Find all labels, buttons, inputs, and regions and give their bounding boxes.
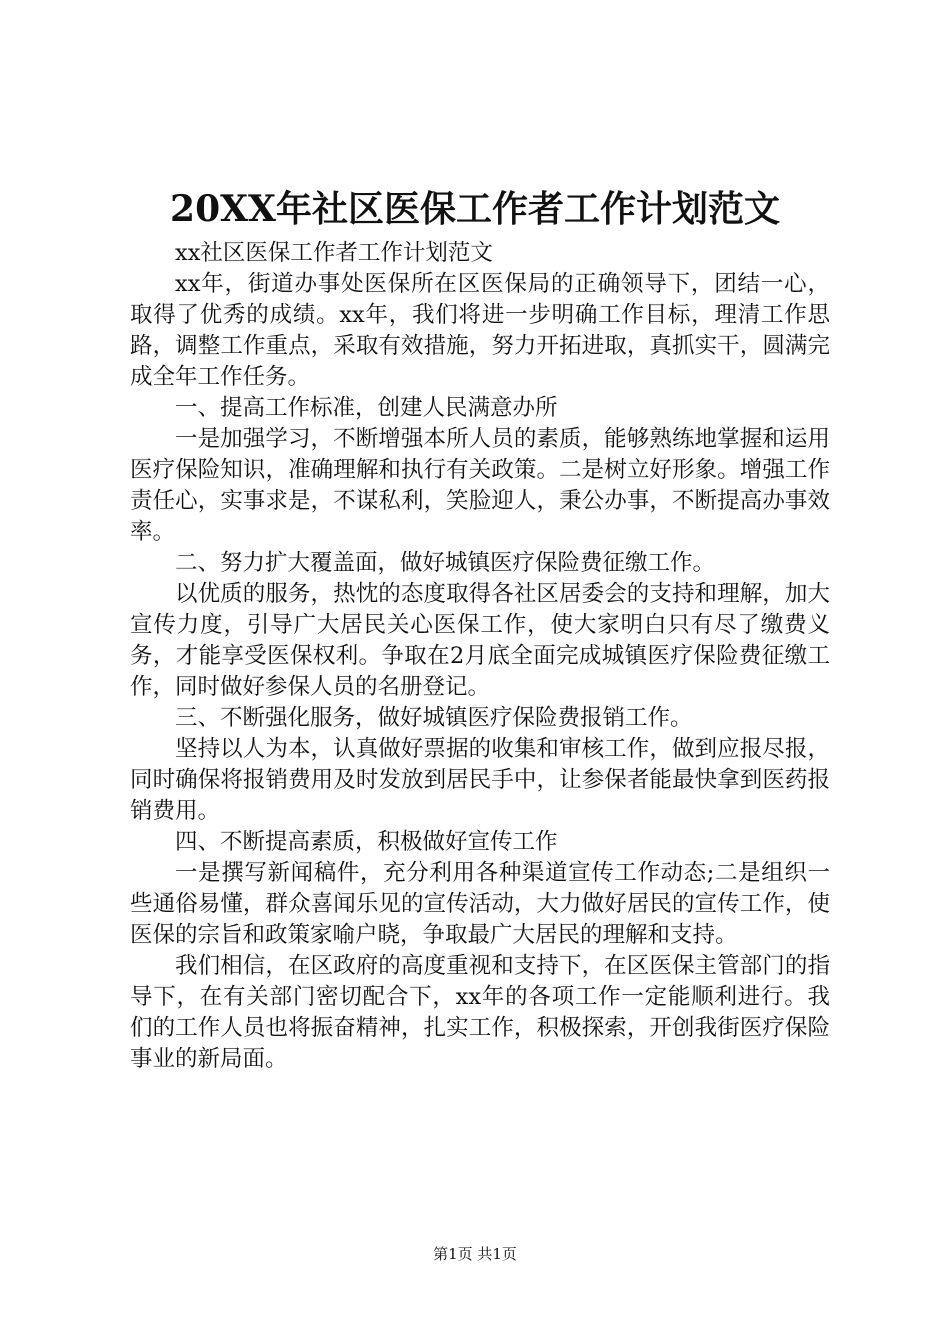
paragraph-section-4: 一是撰写新闻稿件，充分利用各种渠道宣传工作动态;二是组织一些通俗易懂，群众喜闻乐见的宣传活动，大力做好居民的宣传工作，使医保的宗旨和政策家喻户晓，争取最广大居民的理解和支持。 xyxy=(130,860,830,948)
paragraph-intro: xx年，街道办事处医保所在区医保局的正确领导下，团结一心，取得了优秀的成绩。xx年，我们将进一步明确工作目标，理清工作思路，调整工作重点，采取有效措施，努力开拓进取，真抓实干，圆满完成全年工作任务。 xyxy=(130,271,830,390)
paragraph-conclusion: 我们相信，在区政府的高度重视和支持下，在区医保主管部门的指导下，在有关部门密切配合下，xx年的各项工作一定能顺利进行。我们的工作人员也将振奋精神，扎实工作，积极探索，开创我街医疗保险事业的新局面。 xyxy=(130,953,830,1072)
paragraph-section-1: 一是加强学习，不断增强本所人员的素质，能够熟练地掌握和运用医疗保险知识，准确理解和执行有关政策。二是树立好形象。增强工作责任心，实事求是，不谋私利，笑脸迎人，秉公办事，不断提高办事效率。 xyxy=(130,426,830,545)
paragraph-section-3: 坚持以人为本，认真做好票据的收集和审核工作，做到应报尽报，同时确保将报销费用及时发放到居民手中，让参保者能最快拿到医药报销费用。 xyxy=(130,736,830,824)
document-title: 20XX年社区医保工作者工作计划范文 xyxy=(170,188,780,230)
section-heading-4: 四、不断提高素质，积极做好宣传工作 xyxy=(175,829,558,855)
section-heading-3: 三、不断强化服务，做好城镇医疗保险费报销工作。 xyxy=(175,705,693,731)
page-footer: 第1页 共1页 xyxy=(433,1245,517,1263)
paragraph-subtitle: xx社区医保工作者工作计划范文 xyxy=(175,240,493,266)
document-body xyxy=(130,238,830,1075)
section-heading-1: 一、提高工作标准，创建人民满意办所 xyxy=(175,395,558,421)
paragraph-section-2: 以优质的服务，热忱的态度取得各社区居委会的支持和理解，加大宣传力度，引导广大居民关心医保工作，使大家明白只有尽了缴费义务，才能享受医保权利。争取在2月底全面完成城镇医疗保险费征缴工作，同时做好参保人员的名册登记。 xyxy=(130,581,830,700)
section-heading-2: 二、努力扩大覆盖面，做好城镇医疗保险费征缴工作。 xyxy=(175,550,716,576)
